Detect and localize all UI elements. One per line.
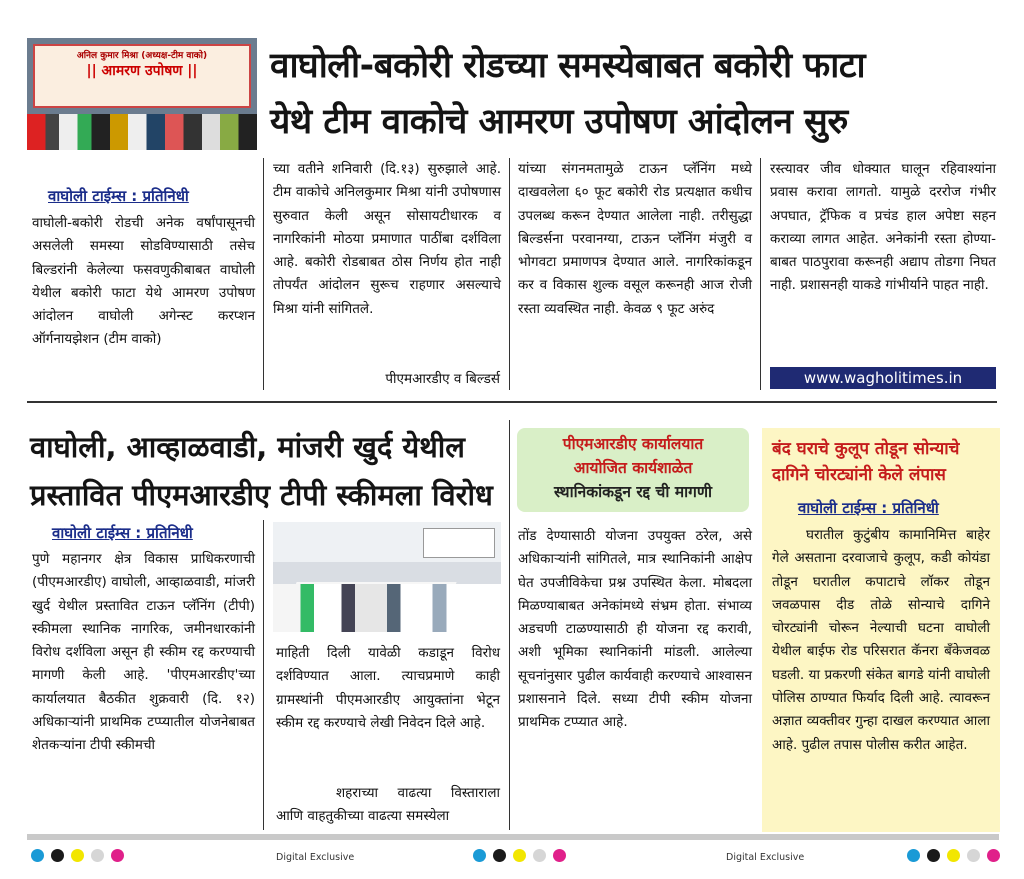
article3-headline-line1: पीएमआरडीए कार्यालयात xyxy=(562,435,704,453)
registration-dot-cyan xyxy=(473,849,486,862)
article3-headline-box xyxy=(517,428,749,512)
photo-screen xyxy=(423,528,495,558)
registration-dot-yellow xyxy=(71,849,84,862)
digital-exclusive-label: Digital Exclusive xyxy=(726,852,805,863)
article3-headline-line2: आयोजित कार्यशाळेत xyxy=(573,459,693,477)
article1-column-4: रस्त्यावर जीव धोक्यात घालून रहिवाश्यांना प्रवास करावा लागतो. यामुळे दररोज गंभीर अपघात, ट्रॅफिक व प्रचंड हाल अपेष्टा सहन कराव्या लागत आहेत. अनेकांनी रस्ता होण्या-बाबत पाठपुरावा करूनही अद्याप तोडगा निघत नाही. प्रशासनही याकडे गांभीर्याने पाहत नाही. xyxy=(770,161,996,294)
article2-byline: वाघोली टाईम्स : प्रतिनिधी xyxy=(52,524,193,542)
registration-dot-magenta xyxy=(111,849,124,862)
photo-crowd xyxy=(27,114,257,150)
registration-dot-magenta xyxy=(553,849,566,862)
article3-headline-line3: स्थानिकांकडून रद्द ची मागणी xyxy=(553,483,713,501)
registration-dot-black xyxy=(493,849,506,862)
photo-banner-top-text: अनिल कुमार मिश्रा (अध्यक्ष-टीम वाको) xyxy=(76,51,208,61)
article1-column-2-subhead: पीएमआरडीए व बिल्डर्स xyxy=(385,371,500,387)
article3-column: तोंड देण्यासाठी योजना उपयुक्त ठरेल, असे अधिकाऱ्यांनी सांगितले, मात्र स्थानिकांनी आक्षेप घेत उपजीविकेचा प्रश्न उपस्थित केला. मोबदला मिळण्याबाबत अनेकांमध्ये संभ्रम होता. संभाव्य अडचणी टाळण्यासाठी ही योजना रद्द करावी, अशी भूमिका स्थानिकांनी मांडली. आलेल्या सूचनांनुसार पुढील कार्यवाही करण्याचे आश्वासन प्रशासनाने दिले. सध्या टीपी स्कीम योजना प्राथमिक टप्प्यात आहे. xyxy=(518,528,752,731)
website-link[interactable]: www.wagholitimes.in xyxy=(770,367,996,389)
registration-dot-grey xyxy=(533,849,546,862)
article4-box xyxy=(762,428,1000,832)
photo-banner xyxy=(33,44,251,108)
footer-bar xyxy=(27,834,999,840)
registration-dot-cyan xyxy=(907,849,920,862)
article4-byline: वाघोली टाईम्स : प्रतिनिधी xyxy=(798,499,939,517)
article1-column-1: वाघोली-बकोरी रोडची अनेक वर्षांपासूनची असलेली समस्या सोडविण्यासाठी तसेच बिल्डरांनी केलेल्या फसवणुकीबाबत वाघोली येथील बकोरी फाटा येथे आमरण उपोषण आंदोलन वाघोली अगेन्स्ट करप्शन ऑर्गनायझेशन (टीम वाको) xyxy=(32,215,255,348)
registration-dot-magenta xyxy=(987,849,1000,862)
article1-headline-line1: वाघोली-बकोरी रोडच्या समस्येबाबत बकोरी फाटा xyxy=(270,46,866,86)
meeting-photo xyxy=(273,522,501,632)
article1-column-2: च्या वतीने शनिवारी (दि.१३) सुरुझाले आहे. टीम वाकोचे अनिलकुमार मिश्रा यांनी उपोषणास सुरुवात केली असून सोसायटीधारक व नागरिकांनी मोठया प्रमाणात पाठींबा दर्शविला आहे. बकोरी रोडबाबत ठोस निर्णय होत नाही तोपर्यंत आंदोलन सुरूच राहणार असल्याचे मिश्रा यांनी सांगितले. xyxy=(273,161,501,317)
article2-headline-line2: प्रस्तावित पीएमआरडीए टीपी स्कीमला विरोध xyxy=(30,478,493,512)
article2-column-2-paragraph: शहराच्या वाढत्या विस्ताराला आणि वाहतुकीच्या वाढत्या समस्येला xyxy=(276,785,500,825)
article1-byline: वाघोली टाईम्स : प्रतिनिधी xyxy=(48,187,189,205)
article2-column-1: पुणे महानगर क्षेत्र विकास प्राधिकरणाची (पीएमआरडीए) वाघोली, आव्हाळवाडी, मांजरी खुर्द येथील प्रस्तावित टाऊन प्लॅनिंग (टीपी) स्कीमला स्थानिक नागरिक, जमीनधारकांनी विरोध दर्शविला असून ही स्कीम रद्द करण्याची मागणी केली आहे. 'पीएमआरडीए'च्या कार्यालयात बैठकीत शुक्रवारी (दि. १२) अधिकाऱ्यांनी प्राथमिक टप्प्यातील योजनेबाबत शेतकऱ्यांना टीपी स्कीमची xyxy=(32,551,255,754)
registration-dot-grey xyxy=(91,849,104,862)
article1-headline-line2: येथे टीम वाकोचे आमरण उपोषण आंदोलन सुरु xyxy=(270,102,848,142)
registration-dot-grey xyxy=(967,849,980,862)
column-divider xyxy=(509,158,510,390)
article4-headline-line2: दागिने चोरट्यांनी केले लंपास xyxy=(772,465,946,485)
registration-dot-black xyxy=(927,849,940,862)
photo-banner-title: || आमरण उपोषण || xyxy=(86,63,198,79)
registration-dot-cyan xyxy=(31,849,44,862)
column-divider xyxy=(509,420,510,830)
photo-people xyxy=(273,584,501,632)
article1-column-3: यांच्या संगनमतामुळे टाऊन प्लॅनिंग मध्ये दाखवलेला ६० फूट बकोरी रोड प्रत्यक्षात कधीच उपलब्ध करून देण्यात आलेला नाही. तरीसुद्धा बिल्डर्सना परवानग्या, टाऊन प्लॅनिंग मंजुरी व भोगवटा प्रमाणपत्र देण्यात आले. नागरिकांकडून कर व विकास शुल्क वसूल करूनही आज रोजी रस्ता व्यवस्थित नाही. केवळ ९ फूट अरुंद xyxy=(518,161,752,317)
registration-dot-yellow xyxy=(513,849,526,862)
section-separator xyxy=(27,401,997,403)
article2-column-2: माहिती दिली यावेळी कडाडून विरोध दर्शविण्यात आला. त्याचप्रमाणे काही ग्रामस्थांनी पीएमआरडीए आयुक्तांना भेटून स्कीम रद्द करण्याचे लेखी निवेदन दिले आहे. xyxy=(276,645,500,731)
protest-photo xyxy=(27,38,257,150)
digital-exclusive-label: Digital Exclusive xyxy=(276,852,355,863)
article2-headline-line1: वाघोली, आव्हाळवाडी, मांजरी खुर्द येथील xyxy=(30,430,465,464)
registration-dot-black xyxy=(51,849,64,862)
column-divider xyxy=(760,158,761,390)
column-divider xyxy=(263,520,264,830)
article4-headline-line1: बंद घराचे कुलूप तोडून सोन्याचे xyxy=(772,439,960,459)
article4-column: घरातील कुटुंबीय कामानिमित्त बाहेर गेले असताना दरवाजाचे कुलूप, कडी कोयंडा तोडून घरातील कपाटाचे लॉकर तोडून जवळपास दीड तोळे सोन्याचे दागिने चोरट्यांनी चोरून नेल्याची घटना वाघोली येथील बाईफ रोड परिसरात कॅनरा बँकेजवळ घडली. या प्रकरणी संकेत बागडे यांनी वाघोली पोलिस ठाण्यात फिर्याद दिली आहे. त्यावरून अज्ञात व्यक्तीवर गुन्हा दाखल करण्यात आला आहे. पुढील तपास पोलीस करीत आहेत. xyxy=(772,527,990,753)
column-divider xyxy=(263,158,264,390)
registration-dot-yellow xyxy=(947,849,960,862)
